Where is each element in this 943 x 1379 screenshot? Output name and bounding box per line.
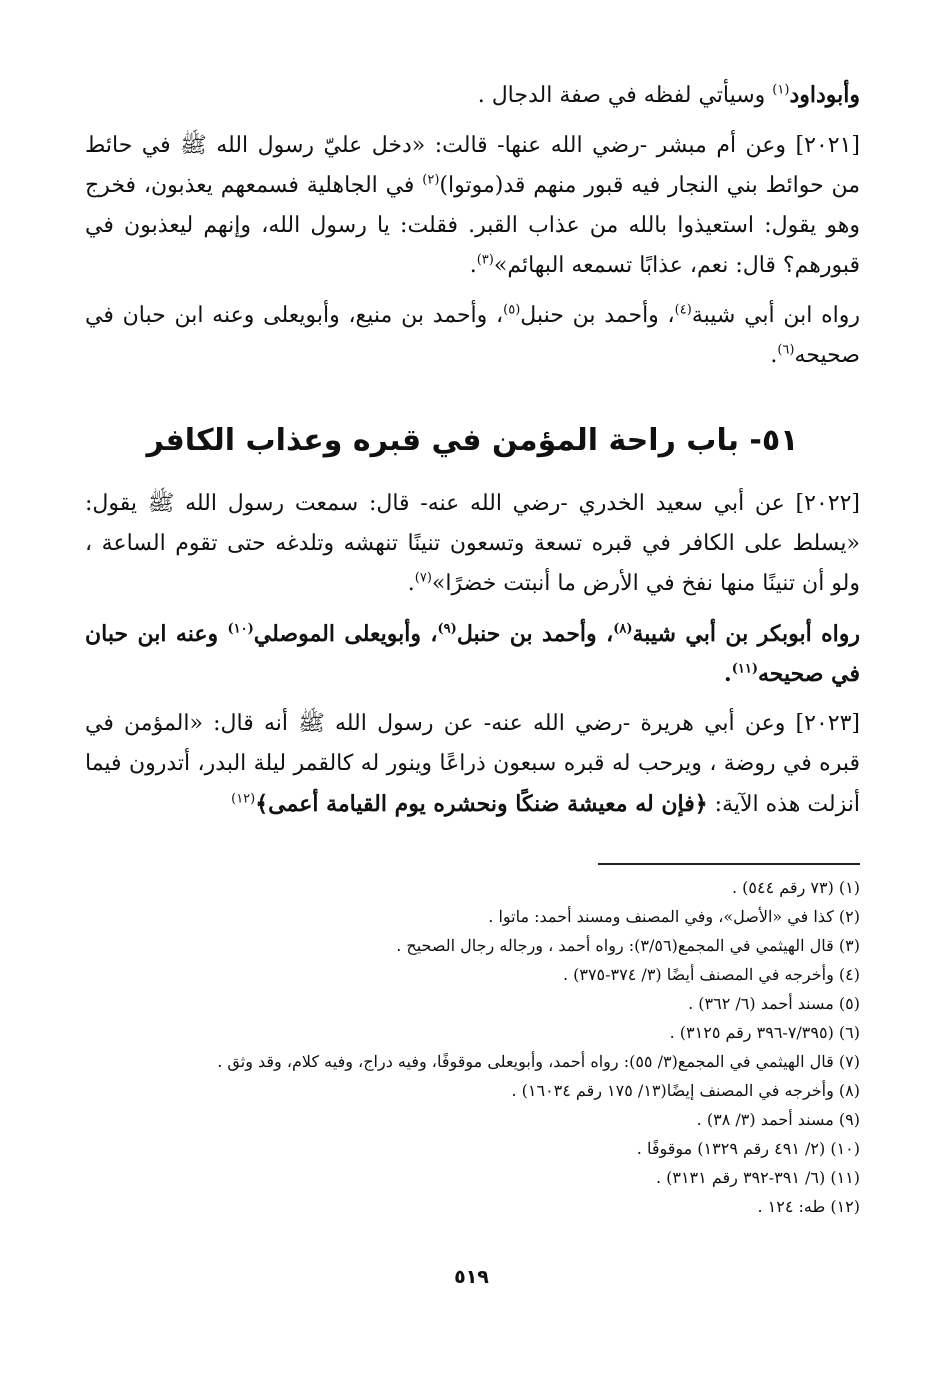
hadith-number: [٢٠٢١] xyxy=(795,133,860,158)
narration-text: رواه أبوبكر بن أبي شيبة xyxy=(632,621,860,647)
footnote: (١٠) (٢/ ٤٩١ رقم ١٣٢٩) موقوفًا . xyxy=(636,1139,860,1158)
hadith-number: [٢٠٢٣] xyxy=(795,711,860,736)
footnote: (٦) (٧/٣٩٥-٣٩٦ رقم ٣١٢٥) . xyxy=(669,1023,860,1042)
footnote: (٣) قال الهيثمي في المجمع(٣/٥٦): رواه أحمد ، ورجاله رجال الصحيح . xyxy=(396,936,860,955)
footnote-divider xyxy=(598,863,860,865)
hadith-text: وعن أم مبشر -رضي الله عنها- قالت: «دخل عليّ رسول الله ﷺ في حائط من حوائط بني النجار فيه قبور منهم قد(موتوا) xyxy=(85,133,861,198)
narration-text: ، وأحمد بن حنبل xyxy=(456,621,614,647)
footnote-ref[interactable]: (١٢) xyxy=(231,791,256,807)
footnote: (٨) وأخرجه في المصنف إيضًا(١٣/ ١٧٥ رقم ١٦٠٣٤) . xyxy=(511,1081,860,1100)
footnote: (٩) مسند أحمد (٣/ ٣٨) . xyxy=(696,1110,860,1129)
hadith-number: [٢٠٢٢] xyxy=(795,491,860,516)
punctuation: . xyxy=(770,343,778,368)
footnote-ref[interactable]: (١٠) xyxy=(227,621,254,637)
narration-text: رواه ابن أبي شيبة xyxy=(691,303,861,328)
footnote-ref[interactable]: (٥) xyxy=(503,302,521,318)
punctuation: . xyxy=(407,571,415,596)
hadith-text: وعن أبي هريرة -رضي الله عنه- عن رسول الله ﷺ أنه قال: «المؤمن في قبره في روضة ، ويرحب له قبره سبعون ذراعًا وينور له كالقمر ليلة البدر، أتدرون فيما أنزلت هذه الآية: xyxy=(85,711,860,817)
footnote-ref[interactable]: (٢) xyxy=(422,172,440,188)
footnote: (١٢) طه: ١٢٤ . xyxy=(757,1197,860,1216)
footnote: (١) (٧٣ رقم ٥٤٤) . xyxy=(731,878,860,897)
quran-quote: ﴿فإن له معيشة ضنكًا ونحشره يوم القيامة أعمى﴾ xyxy=(255,791,708,817)
paragraph-intro xyxy=(85,75,860,116)
hadith-2023 xyxy=(85,704,860,825)
footnote-ref[interactable]: (٤) xyxy=(674,302,692,318)
footnote-ref[interactable]: (٩) xyxy=(437,621,457,637)
narration-2021 xyxy=(85,296,860,376)
footnotes xyxy=(85,873,860,1221)
page-number: ٥١٩ xyxy=(454,1266,489,1288)
chapter-title: ٥١- باب راحة المؤمن في قبره وعذاب الكافر xyxy=(146,423,799,458)
footnote-ref[interactable]: (٦) xyxy=(777,342,795,358)
narration-text: وعنه ابن حبان في صحيحه xyxy=(85,621,860,687)
narration-text: ، وأبويعلى الموصلي xyxy=(253,621,438,647)
footnote-ref[interactable]: (٨) xyxy=(613,621,633,637)
hadith-2022 xyxy=(85,484,860,604)
narration-text: ، وأحمد بن منيع، وأبويعلى وعنه ابن حبان في صحيحه xyxy=(85,303,860,368)
hadith-text: في الجاهلية فسمعهم يعذبون، فخرج وهو يقول: استعيذوا بالله من عذاب القبر. فقلت: يا رسول الله، وإنهم ليعذبون في قبورهم؟ قال: نعم، عذابًا تسمعه البهائم» xyxy=(85,173,860,278)
footnote: (٥) مسند أحمد (٦/ ٣٦٢) . xyxy=(688,994,860,1013)
footnote-ref[interactable]: (٧) xyxy=(414,570,432,586)
punctuation: . xyxy=(724,661,732,687)
hadith-text: عن أبي سعيد الخدري -رضي الله عنه- قال: سمعت رسول الله ﷺ يقول: «يسلط على الكافر في قبره تسعة وتسعون تنينًا تنهشه وتلدغه حتى تقوم الساعة ، ولو أن تنينًا منها نفخ في الأرض ما أنبتت خضرًا» xyxy=(85,491,860,596)
footnote: (١١) (٦/ ٣٩١-٣٩٢ رقم ٣١٣١) . xyxy=(655,1168,860,1187)
punctuation: . xyxy=(469,253,477,278)
footnote: (٢) كذا في «الأصل»، وفي المصنف ومسند أحمد: ماتوا . xyxy=(488,907,860,926)
footnote-ref[interactable]: (٣) xyxy=(476,252,494,268)
narration-text: ، وأحمد بن حنبل xyxy=(520,303,675,328)
footnote: (٧) قال الهيثمي في المجمع(٣/ ٥٥): رواه أحمد، وأبويعلى موقوفًا، وفيه دراج، وفيه كلام، وقد وثق . xyxy=(217,1052,860,1071)
narrator-name: وأبوداود xyxy=(789,82,860,108)
footnote: (٤) وأخرجه في المصنف أيضًا (٣/ ٣٧٤-٣٧٥) . xyxy=(562,965,860,984)
footnote-ref[interactable]: (١) xyxy=(772,82,790,98)
hadith-2021 xyxy=(85,126,860,286)
narration-2022 xyxy=(85,614,860,694)
page-body xyxy=(85,75,860,1221)
footnote-ref[interactable]: (١١) xyxy=(731,661,758,677)
paragraph-text: وسيأتي لفظه في صفة الدجال . xyxy=(477,83,773,108)
